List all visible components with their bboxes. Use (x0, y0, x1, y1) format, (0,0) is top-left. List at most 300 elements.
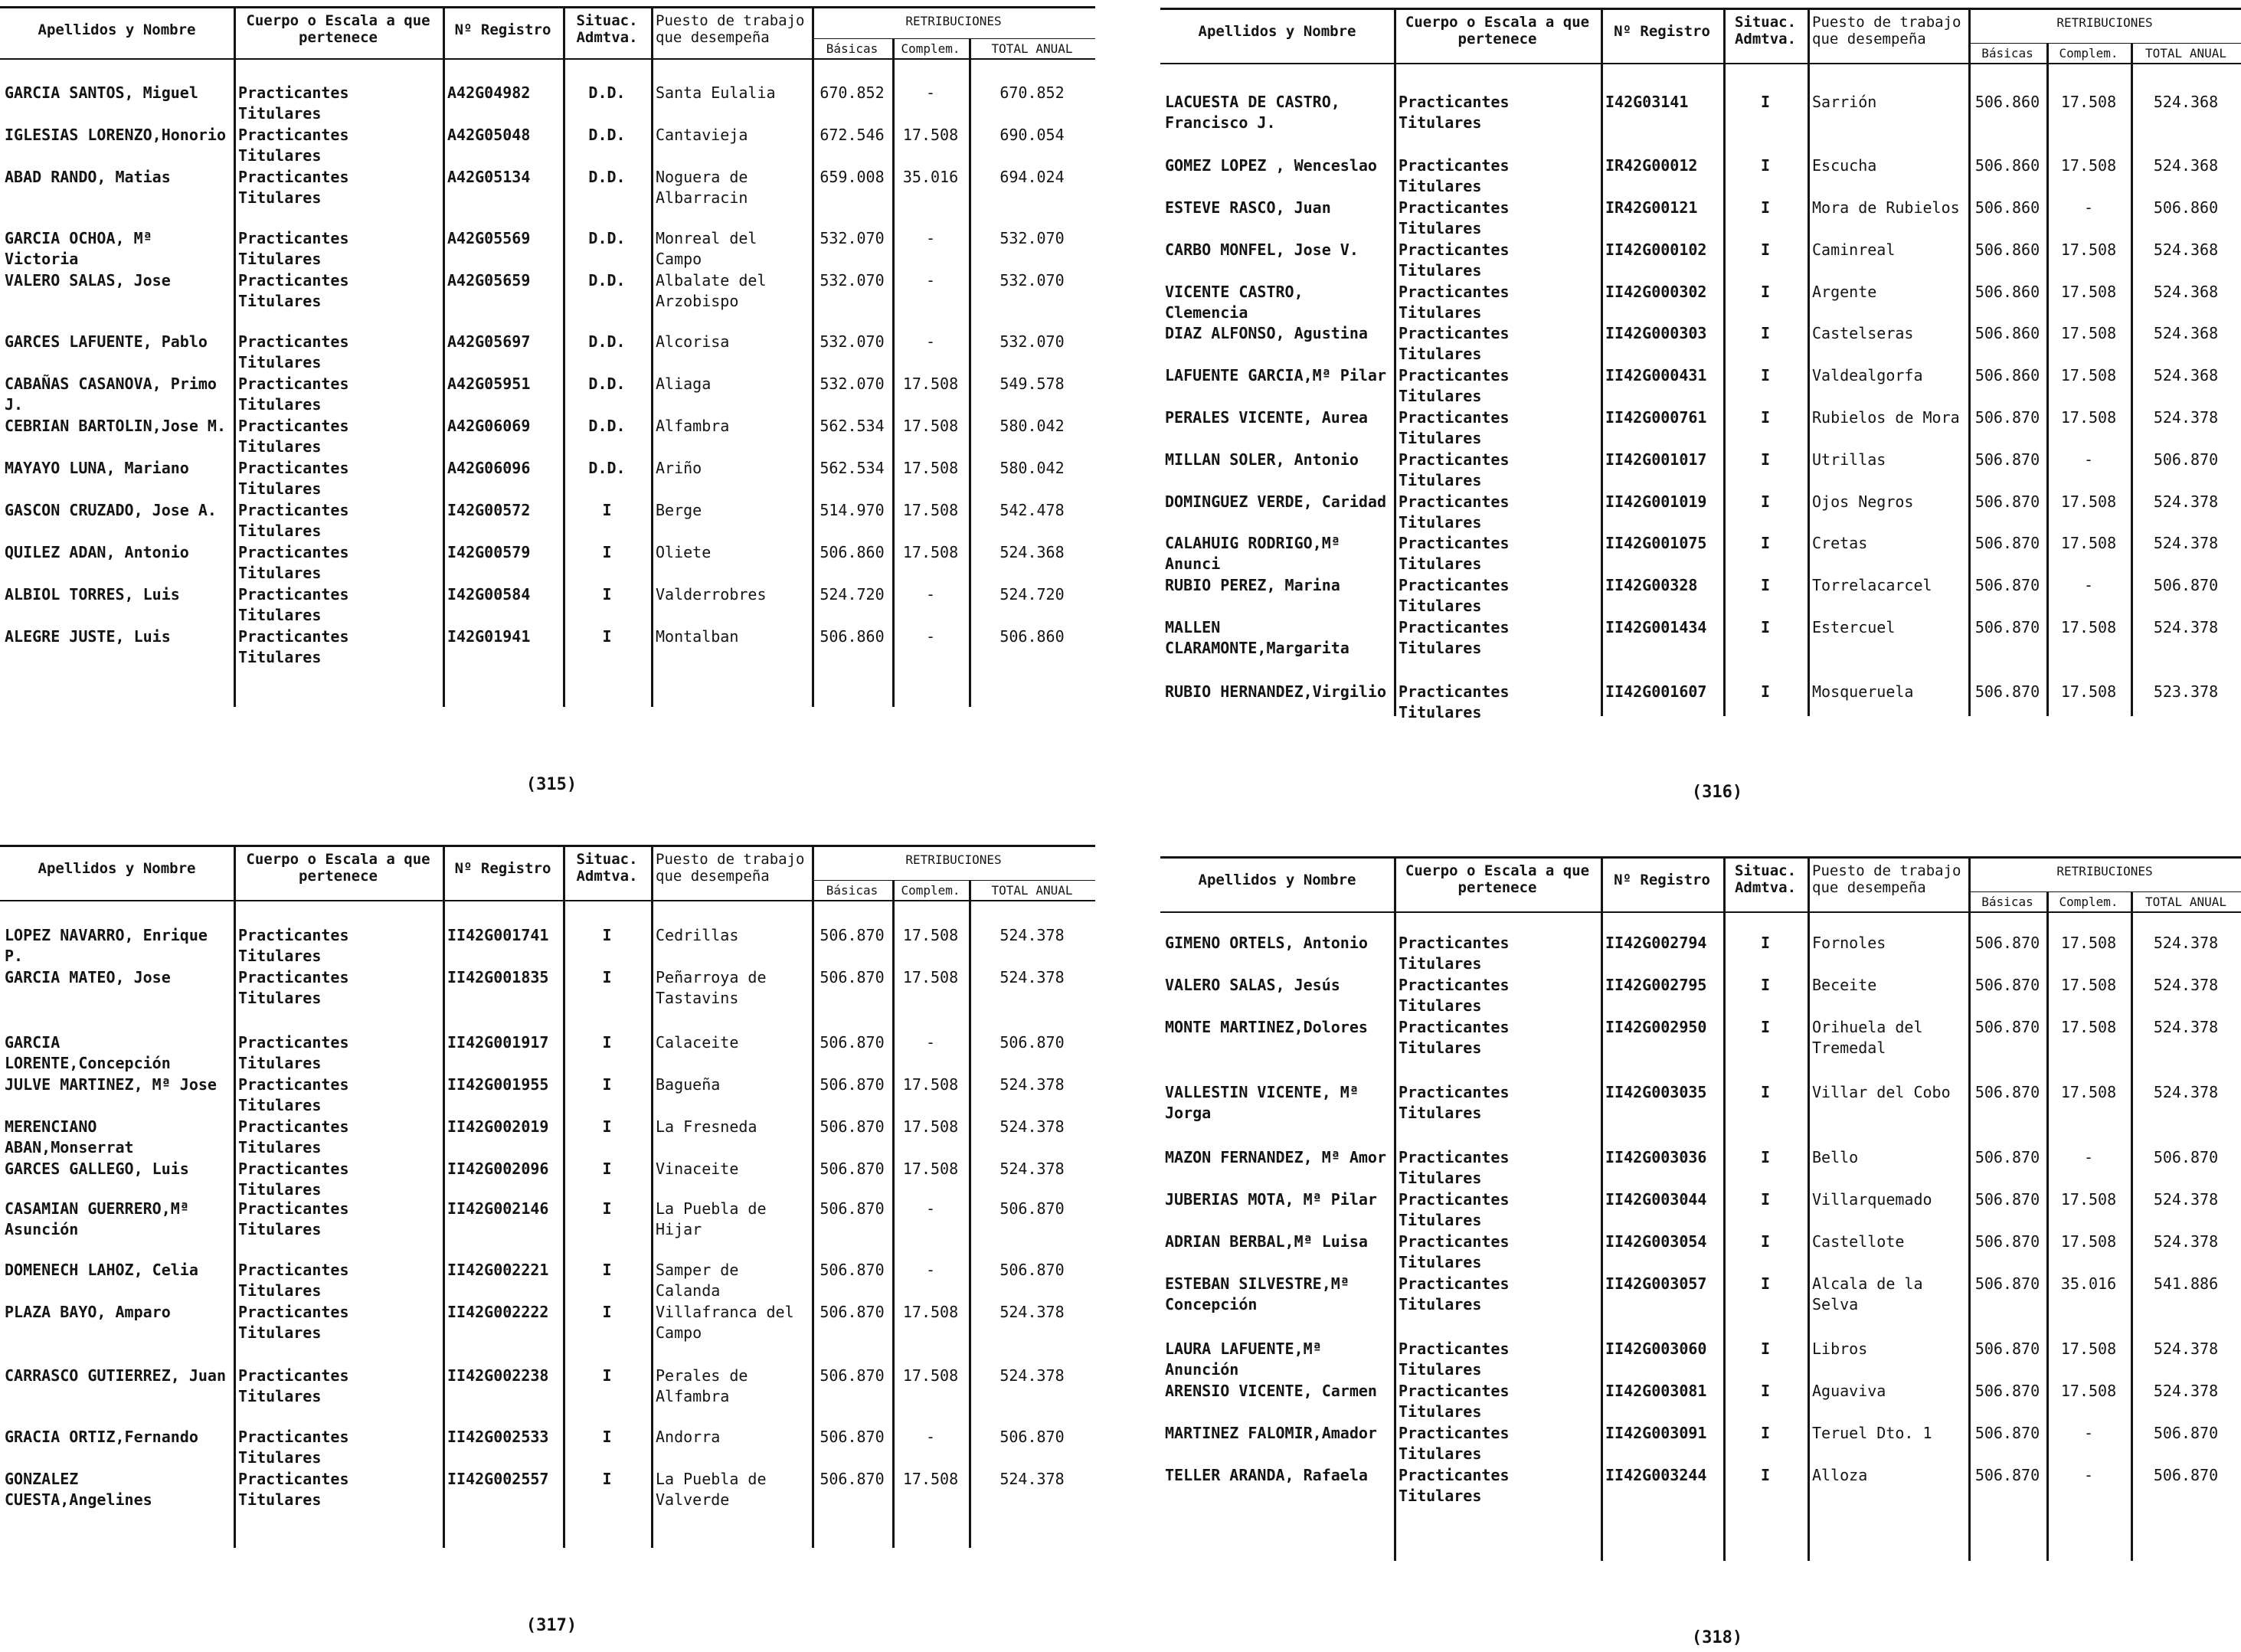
column-divider (969, 38, 971, 707)
cell-situac: I (1760, 682, 1771, 701)
header-complem: Complem. (901, 41, 960, 56)
header-situac: Situac. Admtva. (1734, 862, 1797, 896)
cell-cuerpo: Practicantes Titulares (238, 83, 349, 123)
cell-total: 524.378 (2153, 1083, 2219, 1101)
header-puesto: Puesto de trabajo que desempeña (1812, 14, 1961, 47)
cell-complem: - (925, 585, 936, 604)
cell-puesto: Cretas (1812, 534, 1868, 552)
cell-total: 524.378 (999, 1470, 1065, 1488)
cell-cuerpo: Practicantes Titulares (1399, 1148, 1510, 1187)
cell-cuerpo: Practicantes Titulares (1399, 240, 1510, 280)
page-number: (316) (1691, 783, 1743, 802)
header-situac: Situac. Admtva. (1734, 14, 1797, 47)
cell-puesto: Samper de Calanda (656, 1261, 739, 1300)
cell-name: GIMENO ORTELS, Antonio (1165, 934, 1368, 952)
cell-cuerpo: Practicantes Titulares (1399, 618, 1510, 657)
column-divider (443, 6, 445, 707)
top-rule (1160, 8, 2241, 10)
cell-total: 506.870 (2153, 450, 2219, 469)
column-divider (2046, 43, 2049, 716)
cell-cuerpo: Practicantes Titulares (1399, 1424, 1510, 1463)
cell-complem: 17.508 (2060, 240, 2117, 259)
cell-puesto: La Puebla de Valverde (656, 1470, 767, 1509)
cell-puesto: Escucha (1812, 156, 1877, 175)
header-basicas: Básicas (1981, 46, 2033, 61)
cell-complem: 17.508 (2060, 976, 2117, 994)
cell-complem: 17.508 (902, 375, 959, 393)
cell-basicas: 506.860 (1974, 156, 2040, 175)
cell-registro: A42G05048 (447, 126, 531, 144)
cell-total: 506.870 (2153, 1424, 2219, 1442)
cell-basicas: 506.860 (820, 543, 885, 561)
cell-basicas: 659.008 (820, 168, 885, 186)
cell-complem: 17.508 (902, 459, 959, 477)
column-divider (1968, 8, 1971, 716)
cell-complem: - (925, 1033, 936, 1052)
cell-basicas: 506.870 (1974, 1148, 2040, 1166)
cell-puesto: Villarquemado (1812, 1190, 1932, 1209)
cell-situac: D.D. (588, 459, 626, 477)
cell-puesto: Beceite (1812, 976, 1877, 994)
cell-cuerpo: Practicantes Titulares (1399, 1083, 1510, 1122)
cell-puesto: Noguera de Albarracin (656, 168, 748, 207)
cell-puesto: Villar del Cobo (1812, 1083, 1951, 1101)
cell-cuerpo: Practicantes Titulares (238, 1075, 349, 1114)
cell-registro: II42G001019 (1605, 492, 1707, 511)
column-divider (2046, 891, 2049, 1561)
cell-basicas: 524.720 (820, 585, 885, 604)
cell-registro: II42G001607 (1605, 682, 1707, 701)
cell-total: 524.378 (999, 1303, 1065, 1321)
cell-situac: I (1760, 198, 1771, 217)
cell-registro: II42G002019 (447, 1117, 549, 1136)
retribuciones-rule (812, 38, 1095, 39)
header-cuerpo: Cuerpo o Escala a que pertenece (1405, 14, 1590, 47)
cell-registro: II42G002222 (447, 1303, 549, 1321)
cell-basicas: 506.860 (1974, 283, 2040, 301)
cell-registro: A42G05697 (447, 332, 531, 351)
cell-cuerpo: Practicantes Titulares (238, 627, 349, 666)
cell-total: 506.870 (2153, 576, 2219, 594)
cell-puesto: Bello (1812, 1148, 1859, 1166)
cell-registro: A42G06096 (447, 459, 531, 477)
cell-complem: - (2083, 1466, 2094, 1484)
cell-situac: I (602, 543, 612, 561)
cell-total: 506.870 (999, 1033, 1065, 1052)
cell-cuerpo: Practicantes Titulares (1399, 198, 1510, 237)
cell-basicas: 506.860 (1974, 93, 2040, 111)
cell-basicas: 532.070 (820, 271, 885, 290)
top-rule (0, 845, 1095, 847)
cell-complem: 17.508 (902, 1366, 959, 1385)
cell-situac: D.D. (588, 375, 626, 393)
header-registro: Nº Registro (454, 860, 551, 877)
cell-complem: 35.016 (902, 168, 959, 186)
cell-total: 524.368 (2153, 240, 2219, 259)
table-panel-1 (0, 6, 1095, 707)
cell-puesto: Estercuel (1812, 618, 1896, 636)
cell-name: MERENCIANO ABAN,Monserrat (5, 1117, 134, 1156)
cell-basicas: 506.870 (1974, 450, 2040, 469)
cell-total: 506.870 (999, 1428, 1065, 1446)
header-apellidos: Apellidos y Nombre (1198, 23, 1356, 40)
cell-name: GRACIA ORTIZ,Fernando (5, 1428, 198, 1446)
cell-name: RUBIO PEREZ, Marina (1165, 576, 1340, 594)
cell-cuerpo: Practicantes Titulares (1399, 976, 1510, 1015)
cell-situac: I (1760, 976, 1771, 994)
cell-total: 524.378 (2153, 1382, 2219, 1400)
cell-total: 541.886 (2153, 1274, 2219, 1293)
cell-basicas: 506.870 (820, 1160, 885, 1178)
cell-name: ESTEVE RASCO, Juan (1165, 198, 1331, 217)
cell-total: 532.070 (999, 271, 1065, 290)
cell-puesto: Argente (1812, 283, 1877, 301)
cell-total: 506.870 (2153, 1148, 2219, 1166)
cell-registro: II42G00328 (1605, 576, 1698, 594)
cell-cuerpo: Practicantes Titulares (1399, 934, 1510, 973)
cell-name: CARRASCO GUTIERREZ, Juan (5, 1366, 226, 1385)
cell-registro: II42G002533 (447, 1428, 549, 1446)
header-cuerpo: Cuerpo o Escala a que pertenece (1405, 862, 1590, 896)
cell-situac: I (602, 968, 612, 986)
header-registro: Nº Registro (454, 21, 551, 38)
cell-basicas: 514.970 (820, 501, 885, 519)
cell-cuerpo: Practicantes Titulares (1399, 283, 1510, 322)
cell-situac: I (1760, 1466, 1771, 1484)
retribuciones-rule (1968, 43, 2241, 44)
cell-total: 694.024 (999, 168, 1065, 186)
cell-complem: 17.508 (2060, 408, 2117, 427)
cell-cuerpo: Practicantes Titulares (1399, 156, 1510, 195)
cell-situac: I (602, 1199, 612, 1218)
cell-complem: - (925, 1199, 936, 1218)
cell-name: ESTEBAN SILVESTRE,Mª Concepción (1165, 1274, 1350, 1313)
cell-complem: 17.508 (2060, 1190, 2117, 1209)
cell-basicas: 506.870 (1974, 1382, 2040, 1400)
cell-basicas: 506.870 (820, 1428, 885, 1446)
cell-puesto: Alcorisa (656, 332, 730, 351)
column-divider (563, 6, 565, 707)
cell-basicas: 532.070 (820, 375, 885, 393)
cell-puesto: Fornoles (1812, 934, 1886, 952)
cell-basicas: 506.870 (820, 1075, 885, 1094)
cell-name: PLAZA BAYO, Amparo (5, 1303, 171, 1321)
cell-basicas: 670.852 (820, 83, 885, 102)
cell-cuerpo: Practicantes Titulares (238, 543, 349, 582)
cell-puesto: Castellote (1812, 1232, 1905, 1251)
cell-cuerpo: Practicantes Titulares (1399, 1274, 1510, 1313)
cell-cuerpo: Practicantes Titulares (238, 1428, 349, 1467)
cell-situac: I (1760, 1340, 1771, 1358)
header-basicas: Básicas (826, 883, 878, 898)
cell-registro: A42G06069 (447, 417, 531, 435)
cell-situac: I (1760, 324, 1771, 342)
column-divider (234, 6, 236, 707)
cell-cuerpo: Practicantes Titulares (238, 926, 349, 965)
cell-name: GARCIA LORENTE,Concepción (5, 1033, 171, 1072)
cell-complem: 17.508 (902, 968, 959, 986)
cell-registro: II42G003060 (1605, 1340, 1707, 1358)
cell-cuerpo: Practicantes Titulares (1399, 682, 1510, 721)
cell-basicas: 672.546 (820, 126, 885, 144)
cell-situac: I (1760, 618, 1771, 636)
header-total: TOTAL ANUAL (2145, 895, 2226, 909)
cell-name: TELLER ARANDA, Rafaela (1165, 1466, 1368, 1484)
cell-basicas: 506.870 (1974, 1083, 2040, 1101)
cell-situac: I (1760, 1232, 1771, 1251)
cell-basicas: 506.860 (1974, 240, 2040, 259)
cell-complem: 17.508 (2060, 156, 2117, 175)
cell-registro: II42G002557 (447, 1470, 549, 1488)
cell-registro: II42G001835 (447, 968, 549, 986)
cell-puesto: Castelseras (1812, 324, 1914, 342)
cell-basicas: 506.870 (1974, 492, 2040, 511)
cell-situac: I (1760, 156, 1771, 175)
cell-complem: 17.508 (2060, 534, 2117, 552)
cell-cuerpo: Practicantes Titulares (238, 1199, 349, 1238)
cell-name: LAFUENTE GARCIA,Mª Pilar (1165, 366, 1386, 384)
cell-complem: 17.508 (2060, 1382, 2117, 1400)
cell-registro: I42G03141 (1605, 93, 1689, 111)
cell-cuerpo: Practicantes Titulares (238, 375, 349, 414)
cell-basicas: 506.870 (820, 1470, 885, 1488)
cell-total: 524.378 (999, 1160, 1065, 1178)
cell-puesto: Alloza (1812, 1466, 1868, 1484)
cell-situac: I (1760, 576, 1771, 594)
cell-name: LAURA LAFUENTE,Mª Anunción (1165, 1340, 1322, 1379)
cell-situac: D.D. (588, 168, 626, 186)
cell-situac: I (1760, 93, 1771, 111)
cell-situac: D.D. (588, 83, 626, 102)
cell-total: 549.578 (999, 375, 1065, 393)
column-divider (1723, 856, 1726, 1561)
cell-basicas: 506.870 (1974, 1018, 2040, 1036)
cell-name: GOMEZ LOPEZ , Wenceslao (1165, 156, 1377, 175)
cell-complem: - (2083, 450, 2094, 469)
cell-puesto: Montalban (656, 627, 739, 646)
cell-total: 523.378 (2153, 682, 2219, 701)
cell-cuerpo: Practicantes Titulares (238, 459, 349, 498)
cell-cuerpo: Practicantes Titulares (238, 968, 349, 1007)
cell-name: GARCIA SANTOS, Miguel (5, 83, 198, 102)
cell-name: GARCES GALLEGO, Luis (5, 1160, 189, 1178)
cell-total: 524.378 (999, 926, 1065, 944)
cell-basicas: 506.870 (820, 1199, 885, 1218)
column-divider (1723, 8, 1726, 716)
cell-puesto: Perales de Alfambra (656, 1366, 748, 1405)
column-divider (1601, 856, 1603, 1561)
cell-situac: I (1760, 1382, 1771, 1400)
cell-registro: II42G001075 (1605, 534, 1707, 552)
header-apellidos: Apellidos y Nombre (38, 21, 196, 38)
cell-situac: D.D. (588, 229, 626, 247)
cell-puesto: Rubielos de Mora (1812, 408, 1960, 427)
cell-total: 524.368 (2153, 156, 2219, 175)
header-rule (0, 58, 1095, 60)
cell-registro: IR42G00121 (1605, 198, 1698, 217)
cell-puesto: Caminreal (1812, 240, 1896, 259)
cell-complem: 17.508 (2060, 366, 2117, 384)
cell-puesto: Oliete (656, 543, 712, 561)
column-divider (812, 845, 814, 1548)
cell-name: DIAZ ALFONSO, Agustina (1165, 324, 1368, 342)
cell-complem: 17.508 (2060, 682, 2117, 701)
cell-total: 506.860 (999, 627, 1065, 646)
cell-situac: I (1760, 1018, 1771, 1036)
cell-situac: I (1760, 1424, 1771, 1442)
cell-complem: 17.508 (2060, 618, 2117, 636)
cell-basicas: 506.870 (1974, 1466, 2040, 1484)
header-basicas: Básicas (826, 41, 878, 56)
cell-puesto: Berge (656, 501, 702, 519)
cell-situac: I (602, 585, 612, 604)
cell-complem: 17.508 (2060, 1083, 2117, 1101)
column-divider (2131, 43, 2133, 716)
cell-cuerpo: Practicantes Titulares (1399, 450, 1510, 489)
cell-complem: - (2083, 1424, 2094, 1442)
cell-cuerpo: Practicantes Titulares (238, 585, 349, 624)
cell-total: 532.070 (999, 332, 1065, 351)
cell-registro: II42G002096 (447, 1160, 549, 1178)
column-divider (234, 845, 236, 1548)
cell-complem: 17.508 (2060, 934, 2117, 952)
column-divider (812, 6, 814, 707)
header-complem: Complem. (901, 883, 960, 898)
table-panel-2 (1160, 8, 2241, 721)
cell-total: 506.870 (999, 1199, 1065, 1218)
cell-complem: 17.508 (2060, 324, 2117, 342)
cell-puesto: Cantavieja (656, 126, 748, 144)
cell-registro: II42G003091 (1605, 1424, 1707, 1442)
cell-total: 524.368 (999, 543, 1065, 561)
cell-total: 524.378 (999, 1366, 1065, 1385)
retribuciones-rule (1968, 891, 2241, 892)
cell-complem: - (925, 1261, 936, 1279)
cell-total: 524.378 (2153, 492, 2219, 511)
cell-complem: 17.508 (902, 126, 959, 144)
cell-puesto: Bagueña (656, 1075, 721, 1094)
cell-complem: - (925, 1428, 936, 1446)
header-retribuciones: RETRIBUCIONES (2056, 864, 2153, 878)
cell-cuerpo: Practicantes Titulares (238, 332, 349, 371)
cell-basicas: 506.870 (1974, 408, 2040, 427)
header-apellidos: Apellidos y Nombre (1198, 872, 1356, 888)
cell-puesto: La Fresneda (656, 1117, 757, 1136)
cell-total: 524.368 (2153, 283, 2219, 301)
cell-total: 524.378 (2153, 1340, 2219, 1358)
header-rule (1160, 911, 2241, 913)
cell-basicas: 506.870 (1974, 1274, 2040, 1293)
cell-situac: I (1760, 450, 1771, 469)
cell-basicas: 506.870 (1974, 1232, 2040, 1251)
cell-complem: 17.508 (902, 1117, 959, 1136)
header-basicas: Básicas (1981, 895, 2033, 909)
cell-registro: II42G002950 (1605, 1018, 1707, 1036)
cell-registro: II42G003057 (1605, 1274, 1707, 1293)
cell-name: LOPEZ NAVARRO, Enrique P. (5, 926, 208, 965)
cell-name: GARCES LAFUENTE, Pablo (5, 332, 208, 351)
header-complem: Complem. (2059, 46, 2118, 61)
cell-basicas: 506.870 (1974, 576, 2040, 594)
cell-total: 524.378 (2153, 1018, 2219, 1036)
cell-name: GARCIA MATEO, Jose (5, 968, 171, 986)
cell-total: 690.054 (999, 126, 1065, 144)
cell-name: LACUESTA DE CASTRO, Francisco J. (1165, 93, 1340, 132)
cell-name: MAZON FERNANDEZ, Mª Amor (1165, 1148, 1386, 1166)
cell-total: 524.378 (999, 968, 1065, 986)
cell-registro: A42G05569 (447, 229, 531, 247)
cell-total: 524.378 (2153, 934, 2219, 952)
cell-basicas: 506.870 (820, 1261, 885, 1279)
cell-name: JULVE MARTINEZ, Mª Jose (5, 1075, 217, 1094)
cell-situac: I (602, 1033, 612, 1052)
cell-total: 580.042 (999, 417, 1065, 435)
cell-cuerpo: Practicantes Titulares (238, 501, 349, 540)
cell-complem: - (925, 83, 936, 102)
cell-name: MAYAYO LUNA, Mariano (5, 459, 189, 477)
cell-total: 524.378 (2153, 408, 2219, 427)
cell-situac: I (602, 501, 612, 519)
cell-puesto: Andorra (656, 1428, 721, 1446)
cell-name: CEBRIAN BARTOLIN,Jose M. (5, 417, 226, 435)
cell-cuerpo: Practicantes Titulares (1399, 492, 1510, 532)
header-puesto: Puesto de trabajo que desempeña (656, 12, 805, 46)
cell-basicas: 506.870 (1974, 618, 2040, 636)
cell-situac: I (1760, 1190, 1771, 1209)
header-retribuciones: RETRIBUCIONES (905, 852, 1002, 867)
cell-name: MONTE MARTINEZ,Dolores (1165, 1018, 1368, 1036)
cell-complem: 17.508 (2060, 492, 2117, 511)
cell-total: 524.378 (999, 1117, 1065, 1136)
cell-cuerpo: Practicantes Titulares (238, 417, 349, 456)
cell-situac: I (602, 1428, 612, 1446)
cell-basicas: 506.870 (1974, 976, 2040, 994)
cell-total: 524.720 (999, 585, 1065, 604)
cell-name: RUBIO HERNANDEZ,Virgilio (1165, 682, 1386, 701)
cell-basicas: 506.870 (820, 1117, 885, 1136)
cell-basicas: 506.870 (820, 1366, 885, 1385)
cell-complem: 17.508 (2060, 1018, 2117, 1036)
cell-situac: I (1760, 934, 1771, 952)
cell-situac: D.D. (588, 417, 626, 435)
cell-name: DOMENECH LAHOZ, Celia (5, 1261, 198, 1279)
cell-total: 532.070 (999, 229, 1065, 247)
column-divider (1601, 8, 1603, 716)
cell-situac: I (1760, 240, 1771, 259)
cell-registro: II42G003044 (1605, 1190, 1707, 1209)
page-number: (315) (525, 775, 577, 794)
cell-basicas: 562.534 (820, 417, 885, 435)
cell-puesto: Alcala de la Selva (1812, 1274, 1923, 1313)
cell-registro: IR42G00012 (1605, 156, 1698, 175)
cell-cuerpo: Practicantes Titulares (1399, 1232, 1510, 1271)
cell-puesto: Monreal del Campo (656, 229, 757, 268)
cell-cuerpo: Practicantes Titulares (1399, 324, 1510, 363)
cell-registro: I42G01941 (447, 627, 531, 646)
cell-cuerpo: Practicantes Titulares (238, 1033, 349, 1072)
cell-name: CABAÑAS CASANOVA, Primo J. (5, 375, 217, 414)
cell-total: 524.378 (2153, 618, 2219, 636)
cell-puesto: Orihuela del Tremedal (1812, 1018, 1923, 1057)
cell-name: IGLESIAS LORENZO,Honorio (5, 126, 226, 144)
cell-name: VALERO SALAS, Jesús (1165, 976, 1340, 994)
cell-registro: II42G001741 (447, 926, 549, 944)
cell-registro: II42G002221 (447, 1261, 549, 1279)
cell-puesto: Albalate del Arzobispo (656, 271, 767, 310)
page-number: (318) (1691, 1628, 1743, 1647)
top-rule (1160, 856, 2241, 859)
cell-name: GONZALEZ CUESTA,Angelines (5, 1470, 152, 1509)
